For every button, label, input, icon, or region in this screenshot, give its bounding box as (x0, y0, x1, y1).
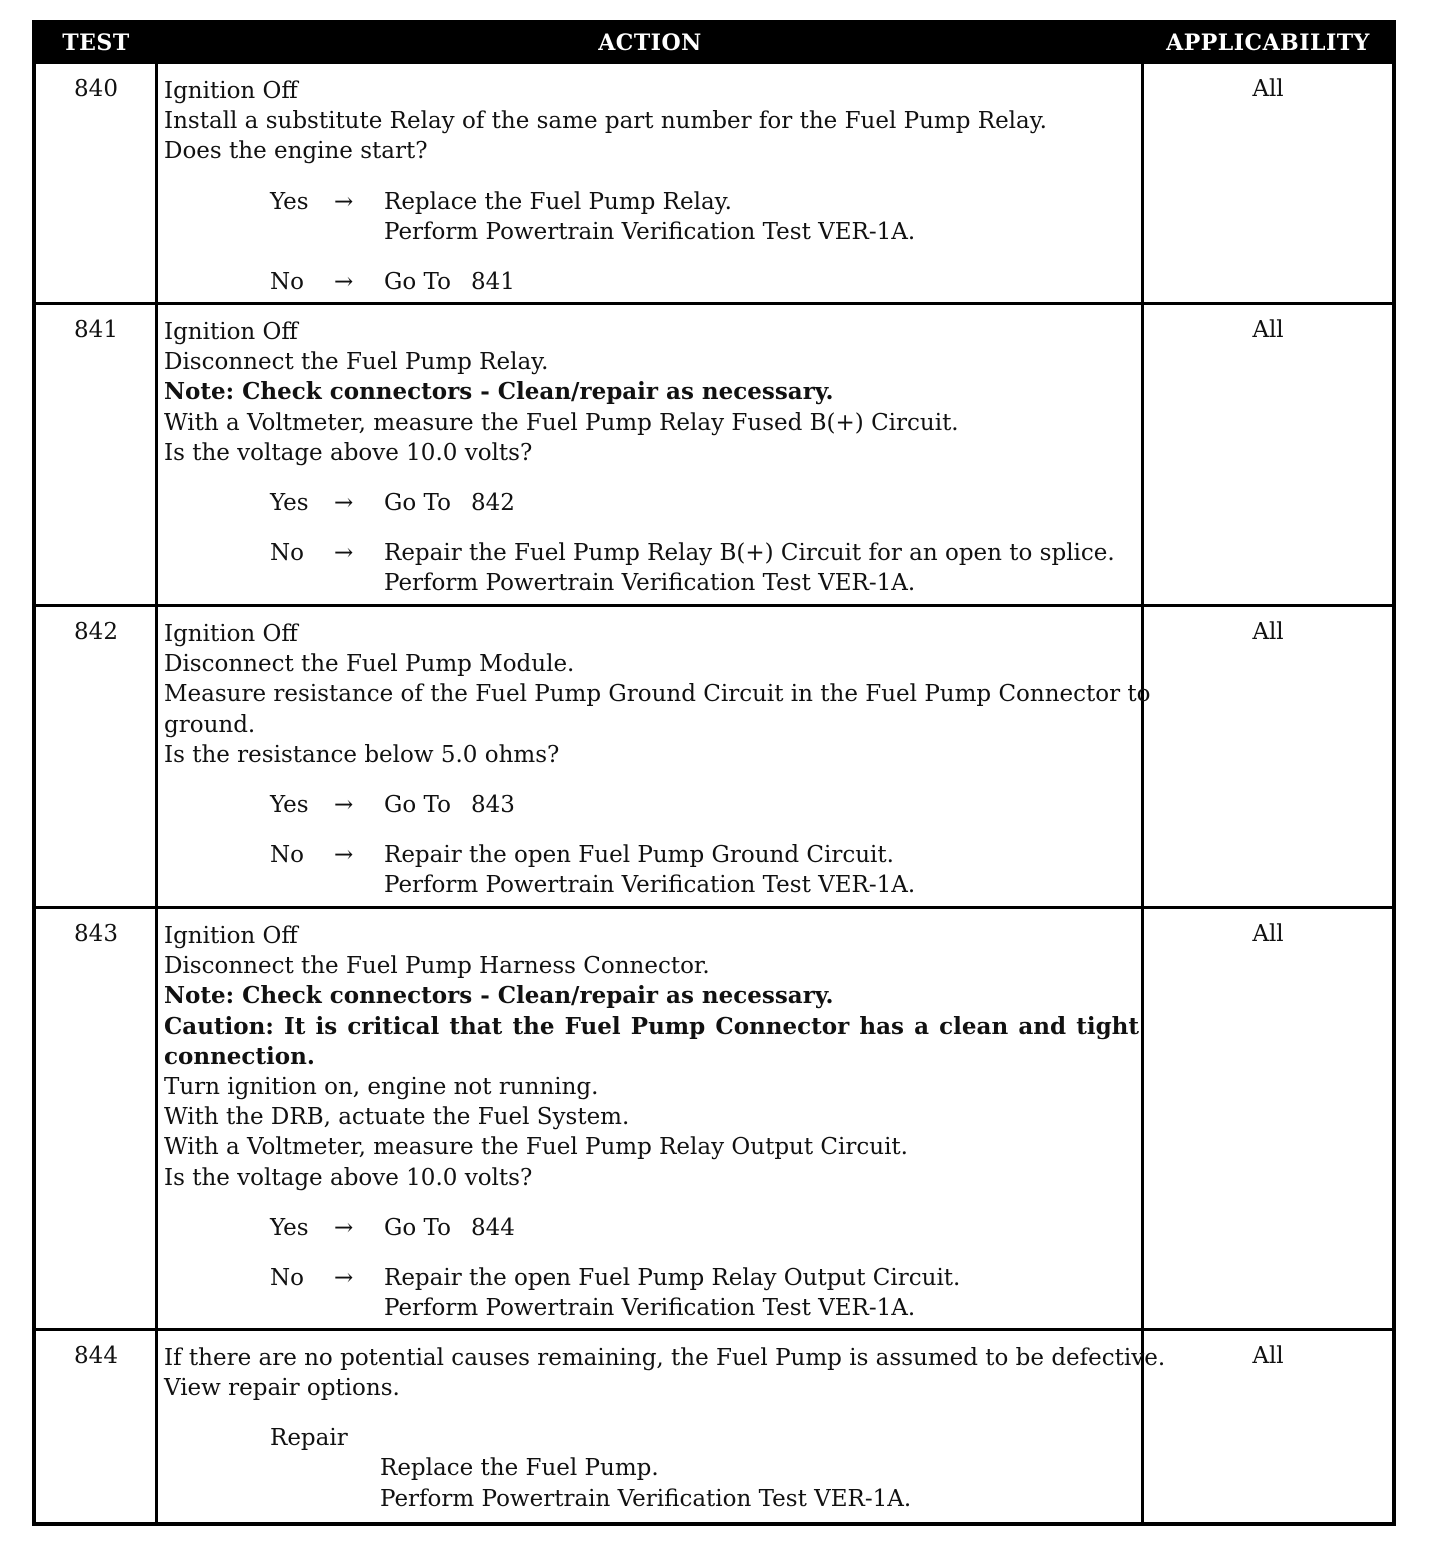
table-row-843 (36, 909, 1392, 1328)
action-line: With a Voltmeter, measure the Fuel Pump Relay Fused B(+) Circuit. (164, 409, 959, 436)
result-line: Repair the open Fuel Pump Ground Circuit. (384, 842, 894, 869)
yes-outcome (164, 187, 1139, 247)
goto-number: 844 (470, 1214, 515, 1241)
action-cell (164, 317, 1139, 598)
table-row-844 (36, 1331, 1392, 1522)
goto-number: 843 (470, 792, 515, 819)
repair-label: Repair (270, 1425, 348, 1452)
yes-outcome (164, 790, 1139, 820)
note-line: Note: Check connectors - Clean/repair as necessary. (164, 982, 834, 1010)
note-line: Note: Check connectors - Clean/repair as necessary. (164, 378, 834, 406)
table-row-840 (36, 64, 1392, 302)
result-line: Perform Powertrain Verification Test VER-1A. (384, 218, 916, 245)
no-outcome (164, 538, 1139, 598)
action-cell (164, 76, 1139, 297)
yes-label: Yes (270, 188, 309, 215)
no-result (384, 538, 1115, 598)
action-line: Is the resistance below 5.0 ohms? (164, 741, 560, 768)
applicability: All (1252, 619, 1284, 645)
action-line: Measure resistance of the Fuel Pump Ground Circuit in the Fuel Pump Connector to (164, 681, 1151, 708)
action-line: Disconnect the Fuel Pump Harness Connector. (164, 953, 710, 980)
test-number: 841 (74, 317, 118, 343)
action-line: ground. (164, 711, 256, 738)
goto-label: Go To (384, 490, 451, 517)
action-cell (164, 619, 1151, 900)
arrow-icon: → (334, 1214, 354, 1241)
diagnostic-test-table (32, 20, 1396, 1526)
action-line: Install a substitute Relay of the same part number for the Fuel Pump Relay. (164, 108, 1047, 135)
repair-result (380, 1453, 911, 1513)
table-row-842 (36, 607, 1392, 906)
test-number: 842 (74, 619, 118, 645)
action-line: If there are no potential causes remaining, the Fuel Pump is assumed to be defective. (164, 1345, 1166, 1371)
result-line: Perform Powertrain Verification Test VER-1A. (384, 1295, 916, 1322)
applicability: All (1252, 1343, 1284, 1369)
action-line: With the DRB, actuate the Fuel System. (164, 1104, 630, 1131)
caution-line: Caution: It is critical that the Fuel Pump Connector has a clean and tight connection. (164, 1012, 1139, 1070)
result-line: Replace the Fuel Pump. (380, 1455, 659, 1482)
repair-outcome (164, 1423, 1139, 1513)
goto-label: Go To (384, 268, 451, 295)
result-line: Replace the Fuel Pump Relay. (384, 188, 732, 215)
no-label: No (270, 1264, 304, 1291)
no-result (384, 1263, 960, 1323)
result-line: Perform Powertrain Verification Test VER-1A. (384, 872, 916, 899)
yes-outcome (164, 1213, 1139, 1243)
goto-number: 842 (470, 490, 515, 517)
table-row-841 (36, 305, 1392, 604)
yes-outcome (164, 488, 1139, 518)
result-line: Repair the open Fuel Pump Relay Output Circuit. (384, 1264, 961, 1291)
yes-result (384, 790, 515, 820)
action-line: Ignition Off (164, 319, 298, 345)
yes-label: Yes (270, 1214, 309, 1241)
arrow-icon: → (334, 842, 354, 869)
action-cell (164, 921, 1139, 1323)
no-outcome (164, 267, 1139, 297)
header-action: ACTION (598, 30, 702, 56)
yes-label: Yes (270, 792, 309, 819)
goto-label: Go To (384, 792, 451, 819)
header-applicability: APPLICABILITY (1166, 30, 1370, 56)
arrow-icon: → (334, 540, 354, 567)
applicability: All (1252, 76, 1284, 102)
header-test: TEST (62, 30, 130, 56)
test-number: 844 (74, 1343, 118, 1369)
arrow-icon: → (334, 792, 354, 819)
action-cell (164, 1343, 1166, 1513)
result-line: Perform Powertrain Verification Test VER-1A. (380, 1485, 912, 1512)
action-line: Ignition Off (164, 78, 298, 104)
applicability: All (1252, 317, 1284, 343)
action-line: Disconnect the Fuel Pump Module. (164, 651, 575, 678)
goto-label: Go To (384, 1214, 451, 1241)
action-line: View repair options. (164, 1375, 400, 1402)
applicability: All (1252, 921, 1284, 947)
yes-result (384, 187, 915, 247)
result-line: Repair the Fuel Pump Relay B(+) Circuit for an open to splice. (384, 540, 1115, 567)
arrow-icon: → (334, 188, 354, 215)
action-line: Ignition Off (164, 923, 298, 949)
no-result (384, 267, 515, 297)
action-line: Ignition Off (164, 621, 298, 647)
table-header (36, 24, 1392, 64)
action-line: Does the engine start? (164, 138, 428, 165)
no-outcome (164, 840, 1139, 900)
action-line: Is the voltage above 10.0 volts? (164, 439, 533, 466)
arrow-icon: → (334, 1264, 354, 1291)
no-label: No (270, 842, 304, 869)
no-label: No (270, 540, 304, 567)
action-line: Turn ignition on, engine not running. (164, 1074, 599, 1101)
no-outcome (164, 1263, 1139, 1323)
action-line: Disconnect the Fuel Pump Relay. (164, 349, 549, 376)
test-number: 843 (74, 921, 118, 947)
yes-result (384, 1213, 515, 1243)
yes-result (384, 488, 515, 518)
action-line: Is the voltage above 10.0 volts? (164, 1164, 533, 1191)
arrow-icon: → (334, 490, 354, 517)
result-line: Perform Powertrain Verification Test VER-1A. (384, 570, 916, 597)
no-label: No (270, 268, 304, 295)
action-line: With a Voltmeter, measure the Fuel Pump Relay Output Circuit. (164, 1134, 908, 1161)
test-number: 840 (74, 76, 118, 102)
goto-number: 841 (470, 268, 515, 295)
yes-label: Yes (270, 490, 309, 517)
no-result (384, 840, 915, 900)
arrow-icon: → (334, 268, 354, 295)
